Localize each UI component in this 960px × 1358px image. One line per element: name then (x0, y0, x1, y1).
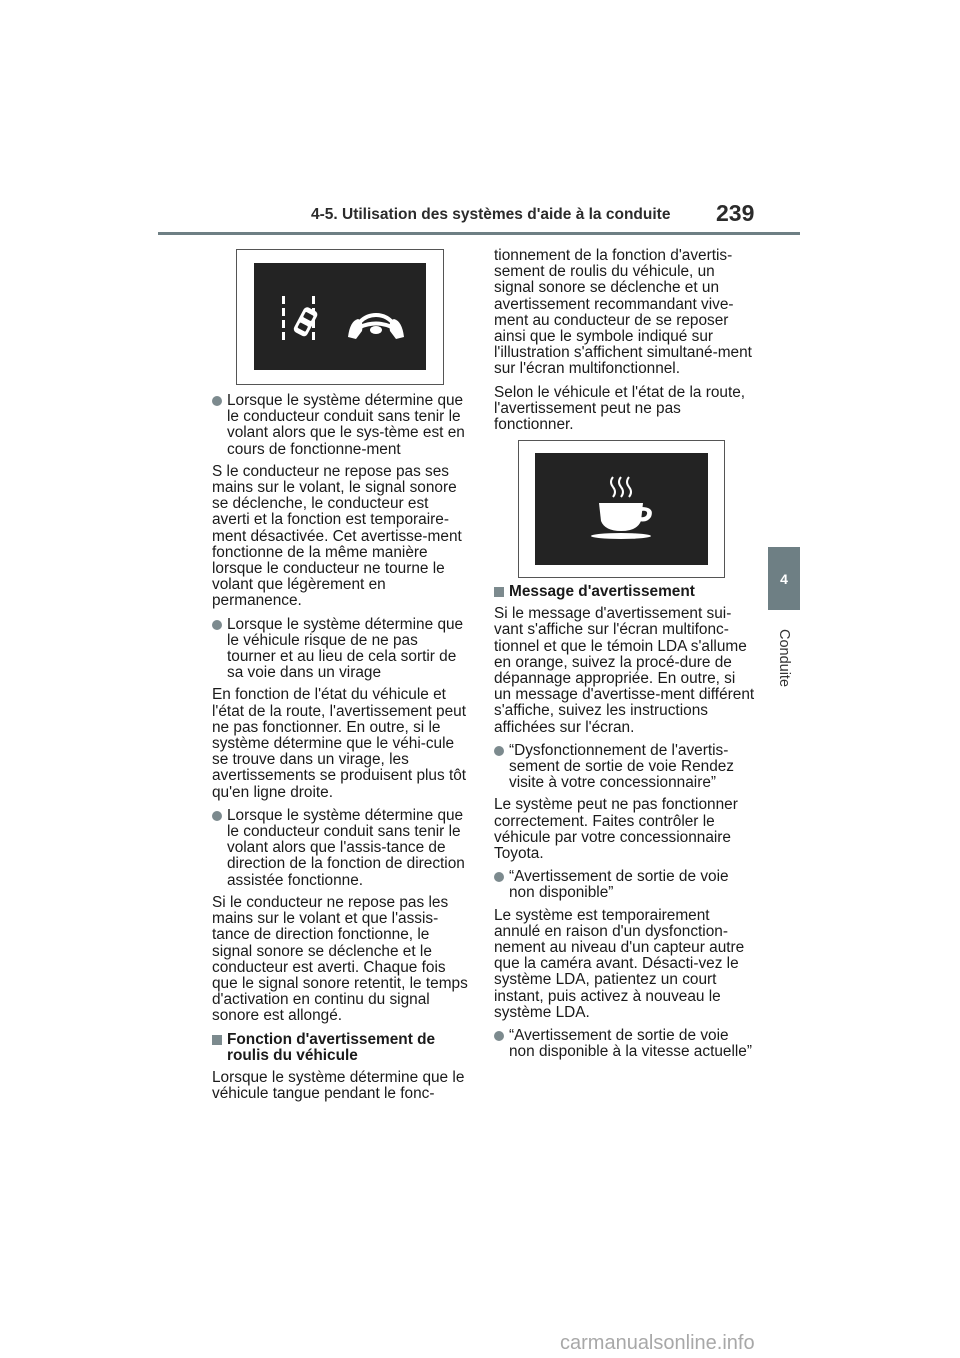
chapter-label (760, 618, 808, 698)
bullet-item (212, 393, 470, 458)
left-column (212, 393, 470, 1109)
paragraph: Lorsque le système détermine que le véhicule tangue pendant le fonc- (212, 1068, 465, 1103)
bullet-text: “Dysfonctionnement de l'avertis-sement de sortie de voie Rendez visite à votre concessionnaire” (509, 741, 735, 792)
bullet-item (494, 743, 756, 792)
bullet-item (212, 617, 470, 682)
page-number: 239 (716, 200, 755, 226)
lane-departure-icon (278, 294, 328, 344)
paragraph: S le conducteur ne repose pas ses mains sur le volant, le signal sonore se déclenche, le conducteur est averti et la fonction est temporaire-ment désactivée. Cet avertisse-ment fonctionne de la même manière lorsque le conducteur ne tourne le volant que légèrement en permanence. (212, 462, 462, 610)
bullet-dot (494, 746, 504, 756)
paragraph: Si le conducteur ne repose pas les mains sur le volant et que l'assis-tance de direction fonctionne, le signal sonore se déclenche et le conducteur est averti. Chaque fois que le signal sonore retentit, le temps d'activation en continu du signal sonore est allongé. (212, 893, 468, 1025)
paragraph: Si le message d'avertissement sui-vant s'affiche sur l'écran multifonc-tionnel et que le témoin LDA s'allume en orange, suivez la procé-dure de dépannage appropriée. En outre, si un message d'avertisse-ment différent s'affiche, suivez les instructions affichées sur l'écran. (494, 605, 755, 736)
bullet-text: “Avertissement de sortie de voie non disponible” (509, 868, 729, 902)
page-header-title: 4-5. Utilisation des systèmes d'aide à la conduite (311, 206, 671, 223)
bullet-dot (494, 1031, 504, 1041)
bullet-dot (494, 872, 504, 882)
paragraph: Le système peut ne pas fonctionner correctement. Faites contrôler le véhicule par votre concessionnaire Toyota. (494, 796, 738, 863)
display-screen (254, 263, 426, 370)
heading-text: Message d'avertissement (509, 583, 695, 600)
right-column-top (494, 248, 756, 440)
paragraph: En fonction de l'état du véhicule et l'état de la route, l'avertissement peut ne pas fonctionner. En outre, si le système détermine que le véhi-cule se trouve dans un virage, les avertissements se produisent plus tôt qu'en ligne droite. (212, 686, 467, 801)
figure-rest-warning (518, 440, 725, 578)
right-column-bottom (494, 584, 756, 1066)
bullet-text: Lorsque le système détermine que le conducteur conduit sans tenir le volant alors que le sys-tème est en cours de fonctionne-ment (227, 392, 465, 458)
section-heading (494, 584, 756, 600)
bullet-text: “Avertissement de sortie de voie non disponible à la vitesse actuelle” (509, 1027, 752, 1061)
bullet-item (494, 1028, 756, 1060)
bullet-dot (212, 620, 222, 630)
bullet-item (212, 808, 470, 889)
bullet-text: Lorsque le système détermine que le conducteur conduit sans tenir le volant alors que l'assis-tance de direction de la fonction de direction assistée fonctionne. (227, 806, 465, 889)
figure-hands-off-warning (236, 249, 444, 385)
bullet-dot (212, 396, 222, 406)
footer-watermark: carmanualsonline.info (560, 1332, 755, 1354)
bullet-dot (212, 811, 222, 821)
paragraph: tionnement de la fonction d'avertis-sement de roulis du véhicule, un signal sonore se déclenche et un avertissement recommandant vive-ment au conducteur de se reposer ainsi que le symbole indiqué sur l'illustration s'affichent simultané-ment sur l'écran multifonctionnel. (494, 247, 752, 378)
chapter-tab[interactable]: 4 (768, 547, 800, 610)
hands-on-wheel-icon (346, 303, 406, 343)
section-heading (212, 1032, 470, 1064)
heading-square (494, 587, 504, 597)
display-screen (535, 453, 708, 565)
heading-square (212, 1035, 222, 1045)
coffee-cup-icon (583, 473, 661, 545)
chapter-label-text: Conduite (776, 628, 793, 688)
header-rule (158, 232, 800, 235)
paragraph: Selon le véhicule et l'état de la route, l'avertissement peut ne pas fonctionner. (494, 383, 746, 434)
bullet-text: Lorsque le système détermine que le véhicule risque de ne pas tourner et au lieu de cela sortir de sa voie dans un virage (227, 615, 464, 682)
bullet-item (494, 869, 756, 901)
paragraph: Le système est temporairement annulé en raison d'un dysfonction-nement au niveau d'un capteur autre que la caméra avant. Désacti-vez le système LDA, patientez un court instant, puis activez à nouveau le système LDA. (494, 906, 745, 1021)
heading-text: Fonction d'avertissement de roulis du véhicule (227, 1030, 436, 1064)
